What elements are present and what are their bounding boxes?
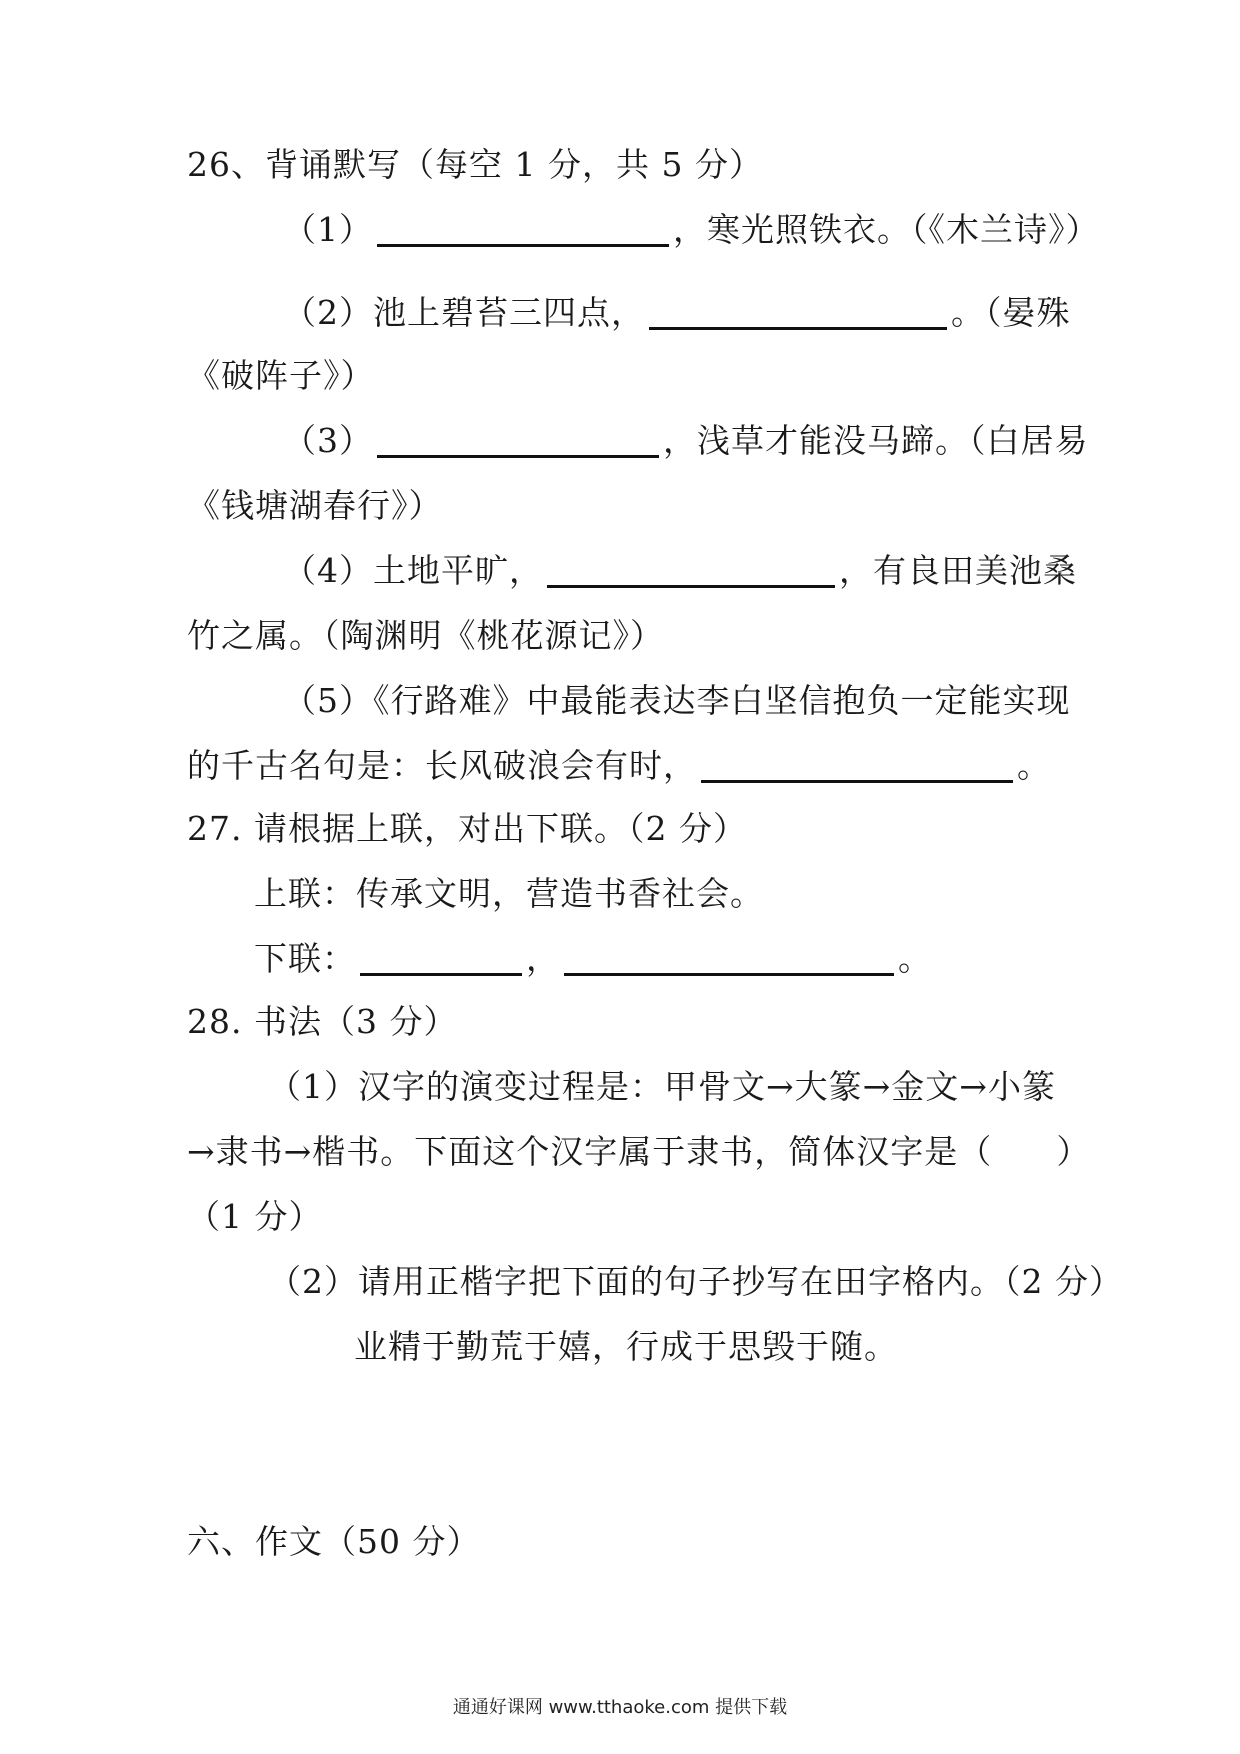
q26-item-1-prefix: （1）	[283, 210, 373, 249]
q27-lower-label: 下联：	[254, 939, 356, 978]
q27-lower	[254, 937, 932, 981]
q26-item-4-after: ，有良田美池桑	[839, 551, 1077, 590]
page-footer: 通通好课网 www.tthaoke.com 提供下载	[452, 1697, 788, 1718]
q26-item-2-after: 。（晏殊	[951, 293, 1071, 332]
q26-item-2	[283, 291, 1071, 335]
q28-title: 28. 书法（3 分）	[187, 1002, 458, 1041]
couplet-blank-1[interactable]	[360, 943, 522, 976]
q26-item-5-cont-prefix: 的千古名句是：长风破浪会有时，	[187, 746, 697, 785]
answer-blank-4[interactable]	[547, 555, 835, 588]
q26-item-5: （5）《行路难》中最能表达李白坚信抱负一定能实现	[283, 681, 1071, 720]
answer-blank-1[interactable]	[377, 214, 669, 247]
q27-period: 。	[898, 939, 932, 978]
q26-item-3-prefix: （3）	[283, 421, 373, 460]
q28-part1-line1: （1）汉字的演变过程是：甲骨文→大篆→金文→小篆	[268, 1067, 1056, 1106]
q26-item-2-prefix: （2）池上碧苔三四点，	[283, 293, 645, 332]
q27-upper: 上联：传承文明，营造书香社会。	[254, 874, 764, 913]
couplet-blank-2[interactable]	[564, 943, 894, 976]
q26-item-1-after: ，寒光照铁衣。（《木兰诗》）	[673, 210, 1100, 249]
q28-part1-line2-a: →隶书→楷书。下面这个汉字属于隶书，简体汉字是（	[187, 1132, 993, 1171]
section6-title: 六、作文（50 分）	[187, 1522, 481, 1561]
answer-blank-2[interactable]	[649, 297, 947, 330]
q26-item-4	[283, 549, 1077, 593]
q28-part1-line2	[187, 1130, 1090, 1174]
q26-item-3-after: ，浅草才能没马蹄。（白居易	[663, 421, 1089, 460]
q26-item-4-prefix: （4）土地平旷，	[283, 551, 543, 590]
q26-title: 26、背诵默写（每空 1 分，共 5 分）	[187, 145, 763, 184]
q26-item-3-cont: 《钱塘湖春行》）	[187, 486, 443, 525]
answer-blank-3[interactable]	[377, 425, 659, 458]
q26-item-2-cont: 《破阵子》）	[187, 356, 375, 395]
q28-part2: （2）请用正楷字把下面的句子抄写在田字格内。（2 分）	[268, 1262, 1123, 1301]
q26-item-3	[283, 419, 1089, 463]
q28-part1-line2-b: ）	[1056, 1132, 1091, 1171]
answer-blank-5[interactable]	[701, 750, 1013, 783]
q27-comma: ，	[526, 939, 560, 978]
q27-title: 27. 请根据上联，对出下联。（2 分）	[187, 809, 747, 848]
q28-part1-line3: （1 分）	[187, 1197, 323, 1236]
q26-item-5-after: 。	[1017, 746, 1051, 785]
q26-item-4-cont: 竹之属。（陶渊明《桃花源记》）	[187, 616, 664, 655]
q26-item-5-cont	[187, 744, 1051, 788]
q28-sentence: 业精于勤荒于嬉，行成于思毁于随。	[354, 1327, 898, 1366]
q26-item-1	[283, 208, 1100, 252]
